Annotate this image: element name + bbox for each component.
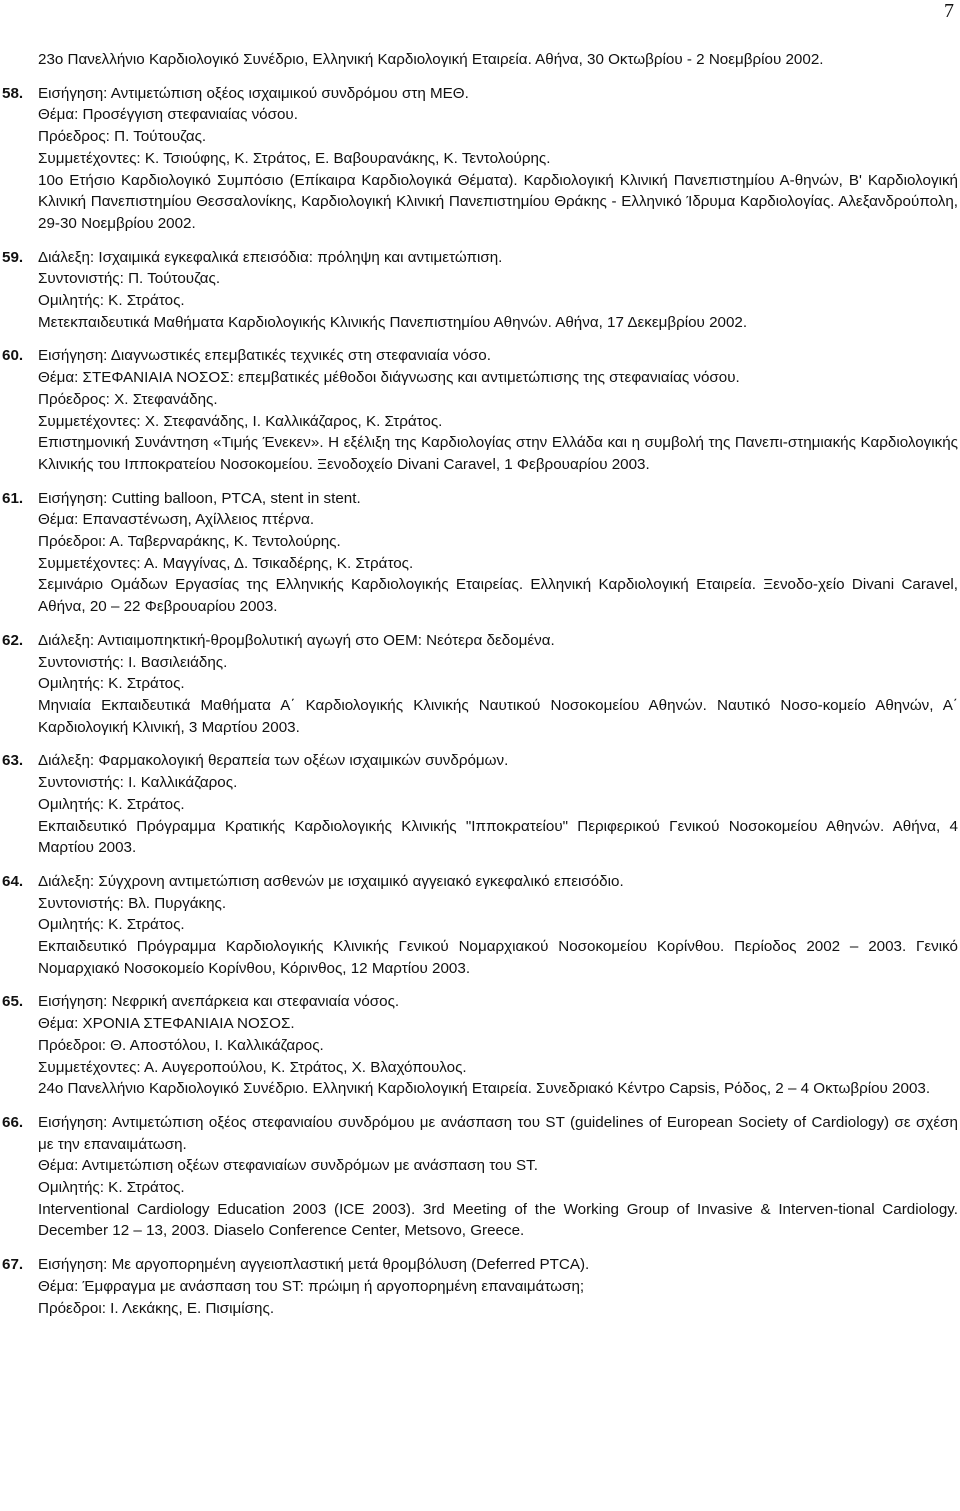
entry-line: Διάλεξη: Αντιαιμοπηκτική-θρομβολυτική αγωγή στο ΟΕΜ: Νεότερα δεδομένα. — [38, 631, 555, 649]
entry-line: Ομιλητής: Κ. Στράτος. — [38, 1179, 185, 1197]
entry-line: Συμμετέχοντες: Χ. Στεφανάδης, Ι. Καλλικάζαρος, Κ. Στράτος. — [38, 412, 443, 430]
entry-line: Συντονιστής: Ι. Καλλικάζαρος. — [38, 774, 238, 792]
entry-line: Εισήγηση: Αντιμετώπιση οξέος ισχαιμικού συνδρόμου στη ΜΕΘ. — [38, 84, 469, 102]
entry-line: Πρόεδρος: Χ. Στεφανάδης. — [38, 390, 218, 408]
entry-number: 59. — [2, 248, 24, 266]
entry-line: Συντονιστής: Ι. Βασιλειάδης. — [38, 653, 228, 671]
entry-number: 65. — [2, 993, 24, 1011]
entry-line: Εισήγηση: Νεφρική ανεπάρκεια και στεφανιαία νόσος. — [38, 993, 400, 1011]
entry-number: 58. — [2, 84, 24, 102]
entry-line: Ομιλητής: Κ. Στράτος. — [38, 795, 185, 813]
entry-number: 61. — [2, 489, 24, 507]
entry-line: Interventional Cardiology Education 2003 (ICE 2003). 3rd Meeting of the Working Group of Invasive & Interven-tional Cardiology. December 12 – 13, 2003. Diaselo Conference Center, Metsovo, Greece. — [38, 1200, 958, 1240]
list-item — [0, 1112, 960, 1242]
entry-line: Εκπαιδευτικό Πρόγραμμα Καρδιολογικής Κλινικής Γενικού Νομαρχιακού Νοσοκομείου Κορίνθου. Περίοδος 2002 – 2003. Γενικό Νομαρχιακό Νοσοκομείο Κορίνθου, Κόρινθος, 12 Μαρτίου 2003. — [38, 938, 958, 977]
list-item — [0, 83, 960, 235]
entry-line: Συμμετέχοντες: Α. Μαγγίνας, Δ. Τσικαδέρης, Κ. Στράτος. — [38, 554, 414, 572]
entry-number: 60. — [2, 347, 24, 365]
page-number: 7 — [944, 0, 954, 22]
intro-entry — [0, 49, 960, 71]
list-item — [0, 488, 960, 618]
entry-line: 24ο Πανελλήνιο Καρδιολογικό Συνέδριο. Ελληνική Καρδιολογική Εταιρεία. Συνεδριακό Κέντρο Capsis, Ρόδος, 2 – 4 Οκτωβρίου 2003. — [38, 1080, 931, 1098]
entry-line: Ομιλητής: Κ. Στράτος. — [38, 675, 185, 693]
entry-line: 23ο Πανελλήνιο Καρδιολογικό Συνέδριο, Ελληνική Καρδιολογική Εταιρεία. Αθήνα, 30 Οκτωβρίου - 2 Νοεμβρίου 2002. — [38, 51, 824, 68]
entry-number: 67. — [2, 1256, 24, 1274]
document-body — [0, 49, 960, 1331]
entry-line: Πρόεδροι: Ι. Λεκάκης, Ε. Πισιμίσης. — [38, 1299, 275, 1317]
entry-line: Θέμα: ΣΤΕΦΑΝΙΑΙΑ ΝΟΣΟΣ: επεμβατικές μέθοδοι διάγνωσης και αντιμετώπισης της στεφανιαίας νόσου. — [38, 369, 740, 387]
list-item — [0, 247, 960, 334]
entry-line: Συντονιστής: Π. Τούτουζας. — [38, 270, 221, 288]
entry-line: Ομιλητής: Κ. Στράτος. — [38, 916, 185, 934]
list-item — [0, 1254, 960, 1319]
entry-line: Θέμα: Προσέγγιση στεφανιαίας νόσου. — [38, 106, 298, 124]
list-item — [0, 871, 960, 980]
entry-line: Θέμα: Έμφραγμα με ανάσπαση του ST: πρώιμη ή αργοπορημένη επαναιμάτωση; — [38, 1277, 585, 1295]
entry-line: Θέμα: Επαναστένωση, Αχίλλειος πτέρνα. — [38, 511, 315, 529]
entry-line: Συντονιστής: Βλ. Πυργάκης. — [38, 894, 227, 912]
list-item — [0, 750, 960, 859]
entry-line: Συμμετέχοντες: Α. Αυγεροπούλου, Κ. Στράτος, Χ. Βλαχόπουλος. — [38, 1058, 467, 1076]
entry-line: Θέμα: ΧΡΟΝΙΑ ΣΤΕΦΑΝΙΑΙΑ ΝΟΣΟΣ. — [38, 1015, 295, 1033]
entry-line: Διάλεξη: Φαρμακολογική θεραπεία των οξέων ισχαιμικών συνδρόμων. — [38, 752, 509, 770]
entry-line: 10ο Ετήσιο Καρδιολογικό Συμπόσιο (Επίκαιρα Καρδιολογικά Θέματα). Καρδιολογική Κλινική Πανεπιστημίου Α-θηνών, Β' Καρδιολογική Κλινική Πανεπιστημίου Θεσσαλονίκης, Καρδιολογική Κλινική Πανεπιστημίου Θράκης - Ελληνικό Ίδρυμα Καρδιολογίας. Αλεξανδρούπολη, 29-30 Νοεμβρίου 2002. — [38, 171, 958, 232]
entry-line: Σεμινάριο Ομάδων Εργασίας της Ελληνικής Καρδιολογικής Εταιρείας. Ελληνική Καρδιολογική Εταιρεία. Ξενοδο-χείο Divani Caravel, Αθήνα, 20 – 22 Φεβρουαρίου 2003. — [38, 576, 958, 616]
entry-line: Εισήγηση: Με αργοπορημένη αγγειοπλαστική μετά θρομβόλυση (Deferred PTCA). — [38, 1256, 590, 1274]
list-item — [0, 630, 960, 739]
entry-line: Πρόεδροι: Α. Ταβερναράκης, Κ. Τεντολούρης. — [38, 533, 341, 551]
entry-number: 62. — [2, 631, 24, 649]
entry-number: 63. — [2, 752, 24, 770]
entry-line: Εισήγηση: Αντιμετώπιση οξέος στεφανιαίου συνδρόμου με ανάσπαση του ST (guidelines of European Society of Cardiology) σε σχέση με την επαναιμάτωση. — [38, 1113, 958, 1153]
entry-line: Εισήγηση: Διαγνωστικές επεμβατικές τεχνικές στη στεφανιαία νόσο. — [38, 347, 491, 365]
entry-line: Εκπαιδευτικό Πρόγραμμα Κρατικής Καρδιολογικής Κλινικής "Ιπποκρατείου" Περιφερικού Γενικού Νοσοκομείου Αθηνών. Αθήνα, 4 Μαρτίου 2003. — [38, 817, 958, 857]
entry-number: 64. — [2, 872, 24, 890]
list-item — [0, 345, 960, 475]
entry-line: Επιστημονική Συνάντηση «Τιμής Ένεκεν». Η εξέλιξη της Καρδιολογίας στην Ελλάδα και η συμβολή της Πανεπι-στημιακής Καρδιολογικής Κλινικής του Ιπποκρατείου Νοσοκομείου. Ξενοδοχείο Divani Caravel, 1 Φεβρουαρίου 2003. — [38, 434, 958, 473]
entry-line: Μηνιαία Εκπαιδευτικά Μαθήματα Α΄ Καρδιολογικής Κλινικής Ναυτικού Νοσοκομείου Αθηνών. Ναυτικό Νοσο-κομείο Αθηνών, Α΄ Καρδιολογική Κλινική, 3 Μαρτίου 2003. — [38, 696, 958, 736]
entry-line: Πρόεδρος: Π. Τούτουζας. — [38, 128, 207, 146]
entry-line: Μετεκπαιδευτικά Μαθήματα Καρδιολογικής Κλινικής Πανεπιστημίου Αθηνών. Αθήνα, 17 Δεκεμβρίου 2002. — [38, 313, 748, 331]
entry-line: Εισήγηση: Cutting balloon, PTCA, stent in stent. — [38, 489, 361, 507]
list-item — [0, 991, 960, 1100]
entry-line: Διάλεξη: Σύγχρονη αντιμετώπιση ασθενών με ισχαιμικό αγγειακό εγκεφαλικό επεισόδιο. — [38, 872, 624, 890]
entry-line: Πρόεδροι: Θ. Αποστόλου, Ι. Καλλικάζαρος. — [38, 1036, 324, 1054]
entry-line: Θέμα: Αντιμετώπιση οξέων στεφανιαίων συνδρόμων με ανάσπαση του ST. — [38, 1157, 538, 1175]
entry-line: Ομιλητής: Κ. Στράτος. — [38, 292, 185, 310]
entry-number: 66. — [2, 1113, 24, 1131]
entry-line: Διάλεξη: Ισχαιμικά εγκεφαλικά επεισόδια: πρόληψη και αντιμετώπιση. — [38, 248, 503, 266]
entry-line: Συμμετέχοντες: Κ. Τσιούφης, Κ. Στράτος, Ε. Βαβουρανάκης, Κ. Τεντολούρης. — [38, 149, 551, 167]
